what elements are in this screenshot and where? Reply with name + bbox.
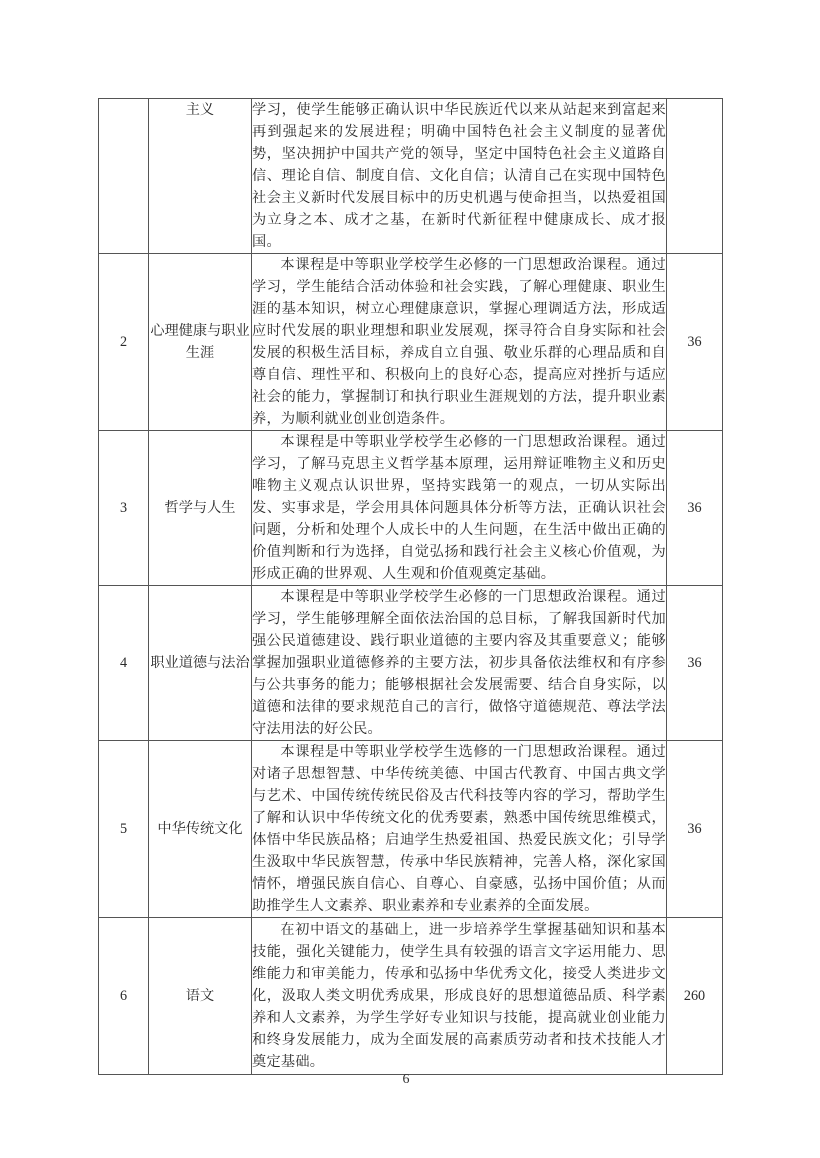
course-name: 心理健康与职业生涯 <box>149 254 252 431</box>
course-name: 哲学与人生 <box>149 431 252 586</box>
table-row <box>99 99 723 254</box>
course-name: 语文 <box>149 918 252 1075</box>
course-number <box>99 99 149 254</box>
course-hours: 36 <box>667 741 723 918</box>
course-description: 本课程是中等职业学校学生选修的一门思想政治课程。通过对诸子思想智慧、中华传统美德、中国古代教育、中国古典文学与艺术、中国传统传统民俗及古代科技等内容的学习，帮助学生了解和认识中华传统文化的优秀要素，熟悉中国传统思维模式，体悟中华民族品格；启迪学生热爱祖国、热爱民族文化；引导学生汲取中华民族智慧，传承中华民族精神，完善人格，深化家国情怀，增强民族自信心、自尊心、自豪感，弘扬中国价值；从而助推学生人文素养、职业素养和专业素养的全面发展。 <box>252 741 667 918</box>
course-name: 主义 <box>149 99 252 254</box>
table-row <box>99 254 723 431</box>
course-table <box>98 98 723 1075</box>
course-description: 学习，使学生能够正确认识中华民族近代以来从站起来到富起来再到强起来的发展进程；明确中国特色社会主义制度的显著优势，坚决拥护中国共产党的领导，坚定中国特色社会主义道路自信、理论自信、制度自信、文化自信；认清自己在实现中国特色社会主义新时代发展目标中的历史机遇与使命担当，以热爱祖国为立身之本、成才之基，在新时代新征程中健康成长、成才报国。 <box>252 99 667 254</box>
course-name: 职业道德与法治 <box>149 586 252 741</box>
course-number: 2 <box>99 254 149 431</box>
course-hours: 260 <box>667 918 723 1075</box>
course-hours: 36 <box>667 254 723 431</box>
table-row <box>99 741 723 918</box>
table-row <box>99 586 723 741</box>
course-description: 本课程是中等职业学校学生必修的一门思想政治课程。通过学习，学生能结合活动体验和社会实践，了解心理健康、职业生涯的基本知识，树立心理健康意识，掌握心理调适方法，形成适应时代发展的职业理想和职业发展观，探寻符合自身实际和社会发展的积极生活目标，养成自立自强、敬业乐群的心理品质和自尊自信、理性平和、积极向上的良好心态，提高应对挫折与适应社会的能力，掌握制订和执行职业生涯规划的方法，提升职业素养，为顺利就业创业创造条件。 <box>252 254 667 431</box>
course-hours <box>667 99 723 254</box>
table-row <box>99 431 723 586</box>
table-row <box>99 918 723 1075</box>
course-name: 中华传统文化 <box>149 741 252 918</box>
course-number: 3 <box>99 431 149 586</box>
course-number: 5 <box>99 741 149 918</box>
course-hours: 36 <box>667 586 723 741</box>
course-description: 本课程是中等职业学校学生必修的一门思想政治课程。通过学习，学生能够理解全面依法治国的总目标，了解我国新时代加强公民道德建设、践行职业道德的主要内容及其重要意义；能够掌握加强职业道德修养的主要方法，初步具备依法维权和有序参与公共事务的能力；能够根据社会发展需要、结合自身实际，以道德和法律的要求规范自己的言行，做恪守道德规范、尊法学法守法用法的好公民。 <box>252 586 667 741</box>
course-number: 6 <box>99 918 149 1075</box>
course-description: 在初中语文的基础上，进一步培养学生掌握基础知识和基本技能，强化关键能力，使学生具有较强的语言文字运用能力、思维能力和审美能力，传承和弘扬中华优秀文化，接受人类进步文化，汲取人类文明优秀成果，形成良好的思想道德品质、科学素养和人文素养，为学生学好专业知识与技能，提高就业创业能力和终身发展能力，成为全面发展的高素质劳动者和技术技能人才奠定基础。 <box>252 918 667 1075</box>
course-hours: 36 <box>667 431 723 586</box>
course-number: 4 <box>99 586 149 741</box>
page-number: 6 <box>402 1072 410 1087</box>
course-description: 本课程是中等职业学校学生必修的一门思想政治课程。通过学习，了解马克思主义哲学基本原理，运用辩证唯物主义和历史唯物主义观点认识世界，坚持实践第一的观点，一切从实际出发、实事求是，学会用具体问题具体分析等方法，正确认识社会问题，分析和处理个人成长中的人生问题，在生活中做出正确的价值判断和行为选择，自觉弘扬和践行社会主义核心价值观，为形成正确的世界观、人生观和价值观奠定基础。 <box>252 431 667 586</box>
